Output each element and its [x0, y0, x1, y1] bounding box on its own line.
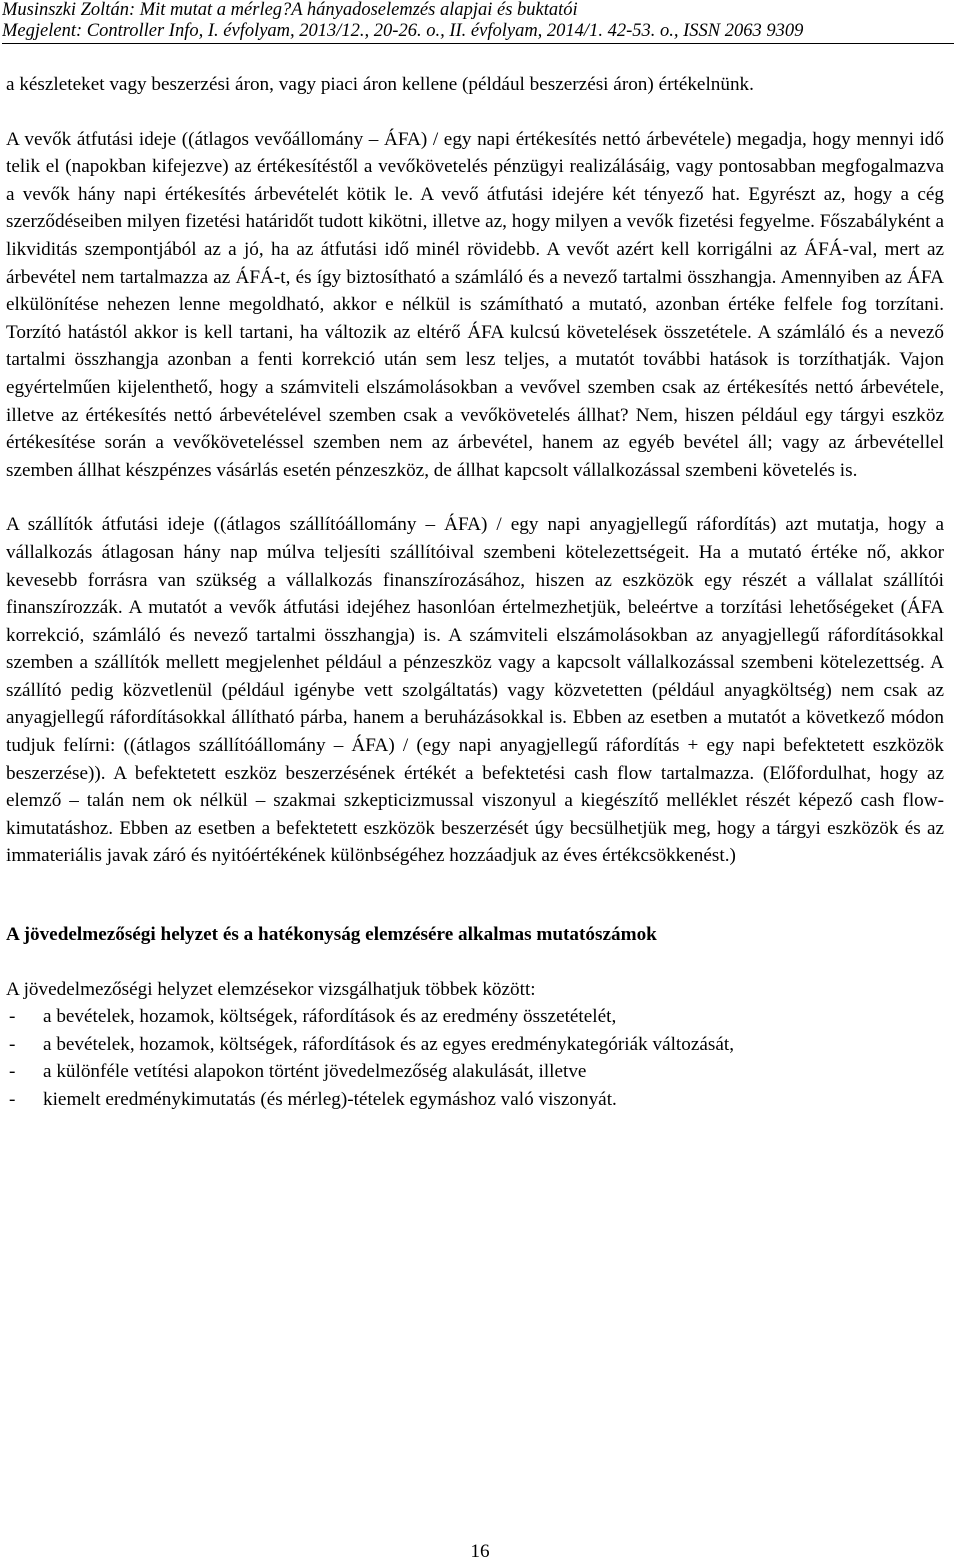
bullet-dash: -	[9, 1089, 16, 1110]
paragraph-payables-turnover: A szállítók átfutási ideje ((átlagos szállítóállomány – ÁFA) / egy napi anyagjellegű ráfordítás) azt mutatja, hogy a vállalkozás átlagosan hány nap múlva teljesíti szállítóival szembeni kötelezettségeit. Ha a mutató értéke nő, akkor kevesebb forrásra van szükség a vállalkozás finanszírozásához, hiszen az eszközök egy részét a vállalat szállítói finanszírozzák. A mutatót a vevők átfutási idejéhez hasonlóan értelmezhetjük, beleértve a torzítási lehetőségeket (ÁFA korrekció, számláló és nevező tartalmi összhangja) is. A számviteli elszámolásokban az anyagjellegű ráfordításokkal szemben a szállítók mellett megjelenhet például a pénzeszköz vagy a kapcsolt vállalkozással szembeni kötelezettség. A szállító pedig közvetlenül (például igénybe vett szolgáltatás) vagy közvetetten (például anyagköltség) nem csak az anyagjellegű ráfordításokkal állítható párba, hanem a beruházásokkal is. Ebben az esetben a mutatót a következő módon tudjuk felírni: ((átlagos szállítóállomány – ÁFA) / (egy napi anyagjellegű ráfordítás + egy napi befektetett eszközök beszerzése)). A befektetett eszköz beszerzésének értékét a befektetési cash flow tartalmazza. (Előfordulhat, hogy az elemző – talán nem ok nélkül – szakmai szkepticizmussal viszonyul a kiegészítő melléklet részét képező cash flow-kimutatáshoz. Ebben az esetben a befektetett eszközök beszerzését úgy becsülhetjük meg, hogy a tárgyi eszközök és az immateriális javak záró és nyitóértékének különbségéhez hozzáadjuk az éves értékcsökkenést.)	[6, 514, 944, 867]
bullet-dash: -	[9, 1061, 16, 1083]
bullet-dash: -	[9, 1006, 16, 1028]
list-item	[6, 1003, 944, 1031]
list-item-text: a bevételek, hozamok, költségek, ráfordítások és az eredmény összetételét,	[43, 1006, 617, 1028]
document-body	[6, 71, 944, 1114]
list-item-text: a bevételek, hozamok, költségek, ráfordítások és az egyes eredménykategóriák változását,	[43, 1033, 734, 1055]
list-item-text: kiemelt eredménykimutatás (és mérleg)-tételek egymáshoz való viszonyát.	[43, 1089, 617, 1110]
list-item	[6, 1058, 944, 1086]
header-publication: Megjelent: Controller Info, I. évfolyam, 2013/12., 20-26. o., II. évfolyam, 2014/1. 42-53. o., ISSN 2063 9309	[2, 21, 804, 41]
page-number: 16	[470, 1541, 490, 1562]
paragraph-receivables-turnover: A vevők átfutási ideje ((átlagos vevőállomány – ÁFA) / egy napi értékesítés nettó árbevétele) megadja, hogy mennyi idő telik el (napokban kifejezve) az értékesítéstől a vevőkövetelés pénzügyi realizálásáig, vagy pontosabban megfogalmazva a vevők hány napi értékesítés árbevételét kötik le. A vevő átfutási idejére két tényező hat. Egyrészt az, hogy a cég szerződéseiben milyen fizetési határidőt tudott kikötni, illetve az, hogy milyen a vevők fizetési fegyelme. Főszabályként a likviditás szempontjából az a jó, ha az átfutási idő minél rövidebb. A vevőt azért kell korrigálni az ÁFÁ-val, mert az árbevétel nem tartalmazza az ÁFÁ-t, és így biztosítható a számláló és a nevező tartalmi összhangja. Amennyiben az ÁFA elkülönítése nehezen lenne megoldható, akkor e nélkül is számítható a mutató, azonban értéke felfele fog torzítani. Torzító hatástól akkor is kell tartani, ha változik az eltérő ÁFA kulcsú követelések összetétele. A számláló és a nevező tartalmi összhangja azonban a fenti korrekció után sem lesz teljes, a mutatót további hatások is torzíthatják. Vajon egyértelműen kijelenthető, hogy a számviteli elszámolásokban a vevővel szemben csak az értékesítés nettó árbevétele, illetve az értékesítés nettó árbevételével szemben csak a vevőkövetelés állhat? Nem, hiszen például egy tárgyi eszköz értékesítése során a vevőköveteléssel szemben nem az árbevétel, hanem az egyéb bevétel áll; vagy az árbevétellel szemben állhat készpénzes vásárlás esetén pénzeszköz, de állhat kapcsolt vállalkozással szembeni követelés is.	[6, 128, 944, 481]
page-header	[2, 0, 954, 44]
list-item	[6, 1086, 944, 1114]
section-intro: A jövedelmezőségi helyzet elemzésekor vizsgálhatjuk többek között:	[6, 978, 536, 1000]
bullet-dash: -	[9, 1033, 16, 1055]
list-item-text: a különféle vetítési alapokon történt jövedelmezőség alakulását, illetve	[43, 1061, 587, 1083]
header-citation: Musinszki Zoltán: Mit mutat a mérleg?A hányadoselemzés alapjai és buktatói	[2, 0, 578, 20]
bullet-list	[6, 1003, 944, 1113]
section-heading: A jövedelmezőségi helyzet és a hatékonyság elemzésére alkalmas mutatószámok	[6, 924, 657, 946]
list-item	[6, 1031, 944, 1059]
paragraph-inventory-valuation: a készleteket vagy beszerzési áron, vagy piaci áron kellene (például beszerzési áron) értékelnünk.	[6, 74, 754, 95]
